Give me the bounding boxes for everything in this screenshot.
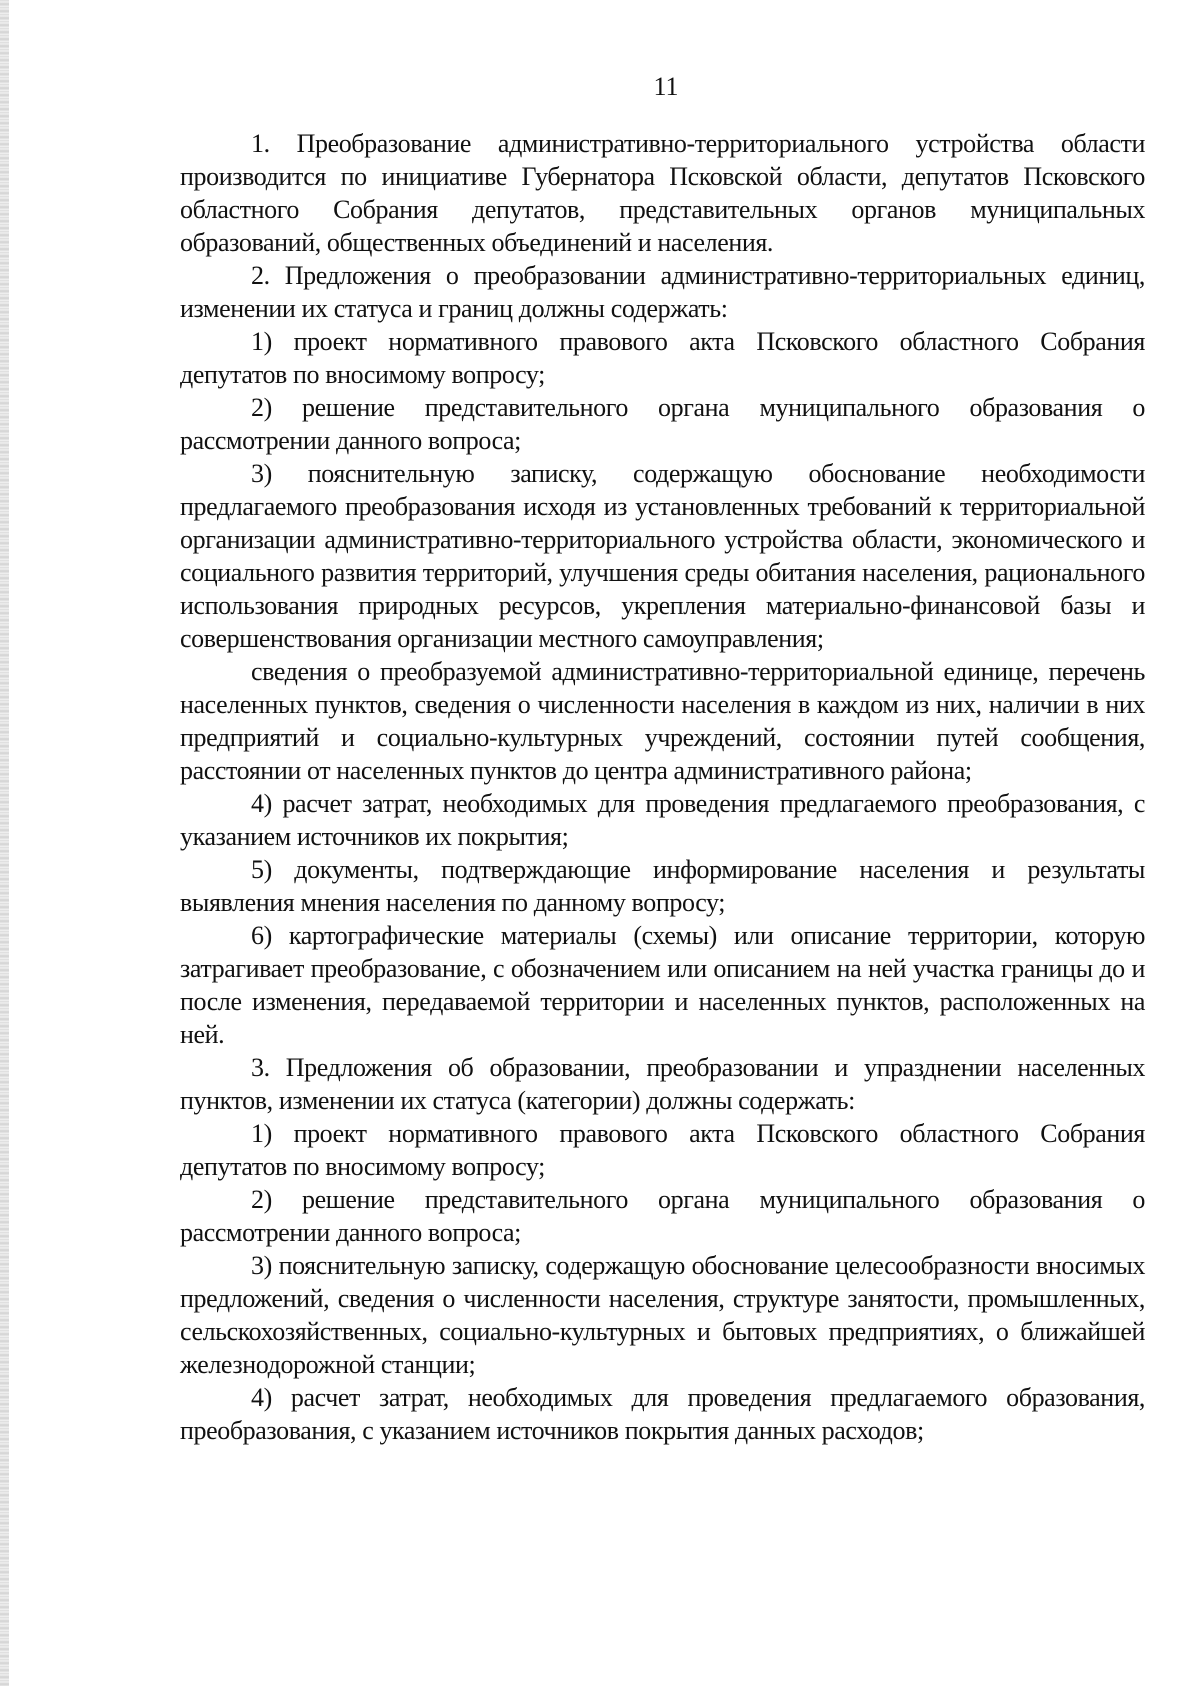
paragraph-2-item-2: 2) решение представительного органа муниципального образования о рассмотрении данного вопроса; xyxy=(180,393,1145,455)
scan-edge xyxy=(0,0,9,1686)
paragraph-3-item-1: 1) проект нормативного правового акта Псковского областного Собрания депутатов по вносимому вопросу; xyxy=(180,1119,1145,1181)
paragraph-2: 2. Предложения о преобразовании административно-территориальных единиц, изменении их статуса и границ должны содержать: xyxy=(180,261,1145,323)
document-body xyxy=(180,127,1145,1447)
paragraph-2-item-1: 1) проект нормативного правового акта Псковского областного Собрания депутатов по вносимому вопросу; xyxy=(180,327,1145,389)
paragraph-3: 3. Предложения об образовании, преобразовании и упразднении населенных пунктов, изменении их статуса (категории) должны содержать: xyxy=(180,1053,1145,1115)
paragraph-1: 1. Преобразование административно-территориального устройства области производится по инициативе Губернатора Псковской области, депутатов Псковского областного Собрания депутатов, представительных органов муниципальных образований, общественных объединений и населения. xyxy=(180,129,1145,257)
paragraph-2-item-3-details: сведения о преобразуемой административно-территориальной единице, перечень населенных пунктов, сведения о численности населения в каждом из них, наличии в них предприятий и социально-культурных учреждений, состоянии путей сообщения, расстоянии от населенных пунктов до центра административного района; xyxy=(180,657,1145,785)
paragraph-3-item-3: 3) пояснительную записку, содержащую обоснование целесообразности вносимых предложений, сведения о численности населения, структуре занятости, промышленных, сельскохозяйственных, социально-культурных и бытовых предприятиях, о ближайшей железнодорожной станции; xyxy=(180,1251,1145,1379)
paragraph-2-item-6: 6) картографические материалы (схемы) или описание территории, которую затрагивает преобразование, с обозначением или описанием на ней участка границы до и после изменения, передаваемой территории и населенных пунктов, расположенных на ней. xyxy=(180,921,1145,1049)
paragraph-3-item-2: 2) решение представительного органа муниципального образования о рассмотрении данного вопроса; xyxy=(180,1185,1145,1247)
paragraph-2-item-4: 4) расчет затрат, необходимых для проведения предлагаемого преобразования, с указанием источников их покрытия; xyxy=(180,789,1145,851)
paragraph-2-item-3: 3) пояснительную записку, содержащую обоснование необходимости предлагаемого преобразования исходя из установленных требований к территориальной организации административно-территориального устройства области, экономического и социального развития территорий, улучшения среды обитания населения, рационального использования природных ресурсов, укрепления материально-финансовой базы и совершенствования организации местного самоуправления; xyxy=(180,459,1145,653)
paragraph-2-item-5: 5) документы, подтверждающие информирование населения и результаты выявления мнения населения по данному вопросу; xyxy=(180,855,1145,917)
paragraph-3-item-4: 4) расчет затрат, необходимых для проведения предлагаемого образования, преобразования, с указанием источников покрытия данных расходов; xyxy=(180,1383,1145,1445)
page-number: 11 xyxy=(653,72,679,101)
